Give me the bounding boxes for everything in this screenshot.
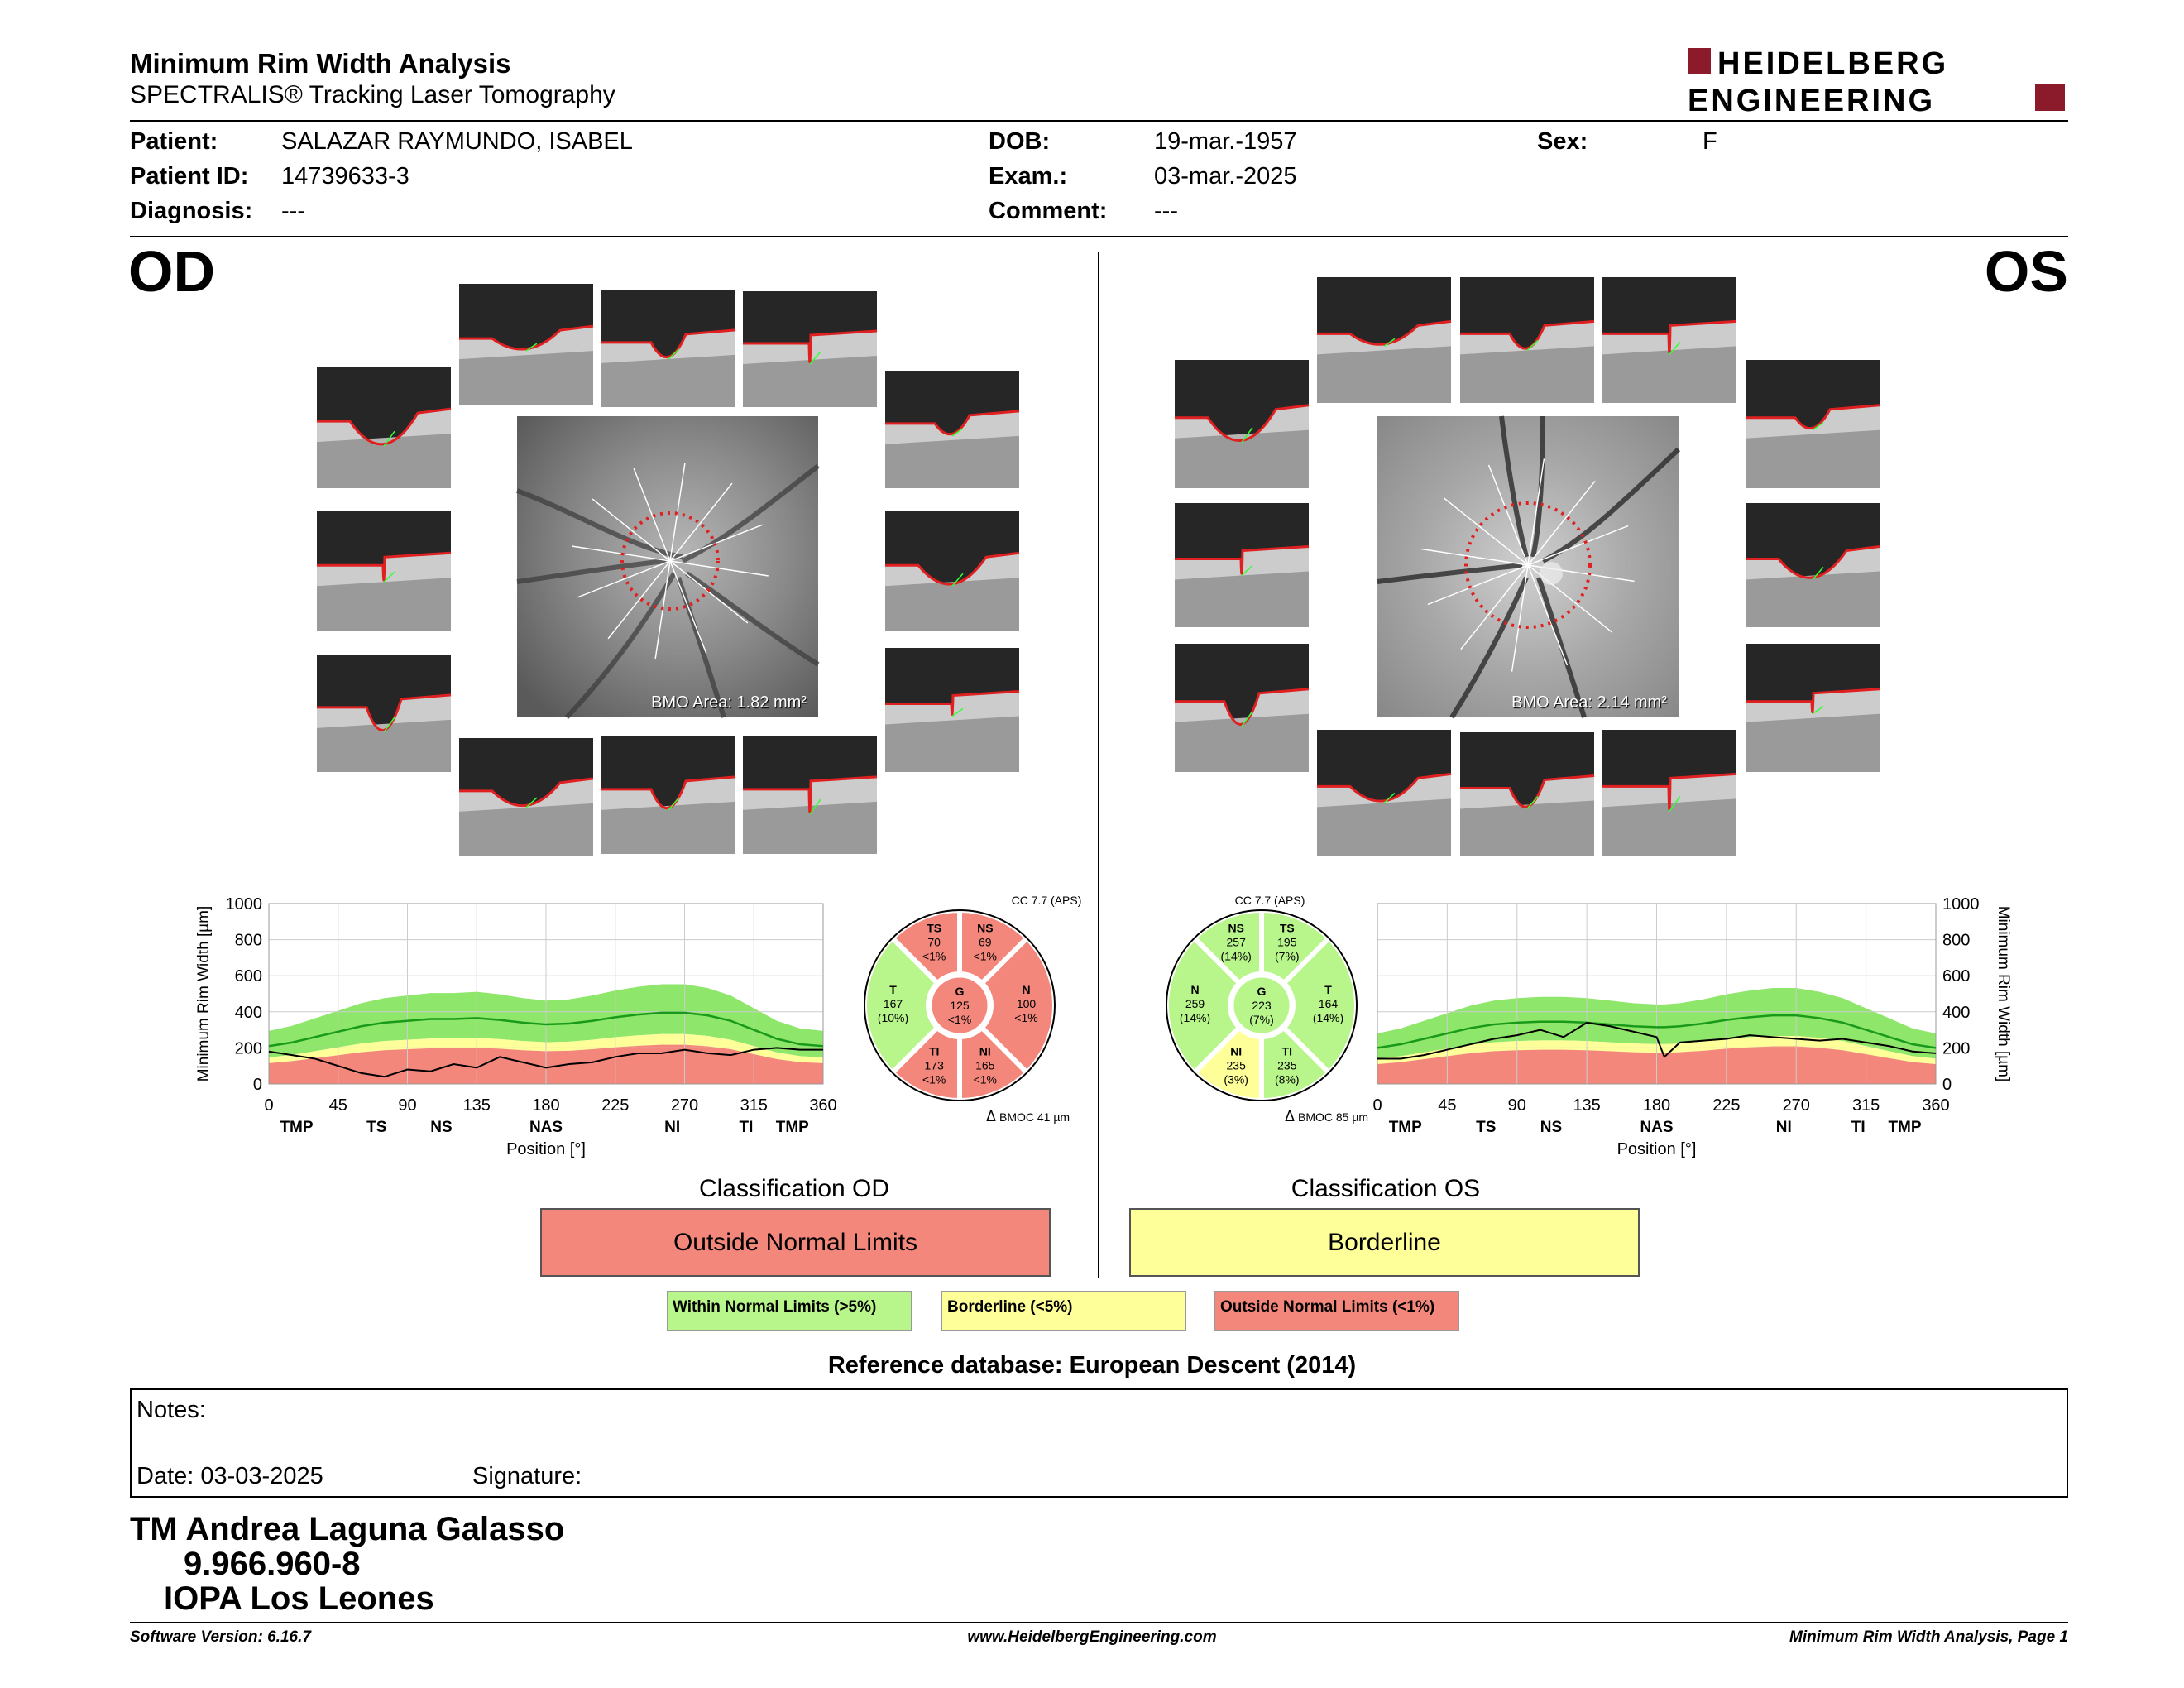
sector-axis-label: NI xyxy=(664,1119,681,1136)
sector-ns-text: NS xyxy=(1228,921,1244,935)
sector-ts-text: <1% xyxy=(922,949,946,963)
y-tick-label: 800 xyxy=(1942,931,1971,950)
os-oct-scan xyxy=(1175,503,1309,627)
x-tick-label: 135 xyxy=(462,1096,491,1115)
delta-label: BMOC 41 µm xyxy=(999,1110,1070,1124)
os-oct-scan xyxy=(1746,644,1880,772)
sector-axis-label: TS xyxy=(366,1119,387,1136)
od-oct-scan xyxy=(317,655,451,772)
patient-name: SALAZAR RAYMUNDO, ISABEL xyxy=(281,128,633,155)
cc-label: CC 7.7 (APS) xyxy=(1234,894,1305,907)
sector-ti-text: (8%) xyxy=(1275,1072,1300,1086)
sector-axis-label: NI xyxy=(1775,1119,1792,1136)
svg-text:ENGINEERING: ENGINEERING xyxy=(1688,84,1936,118)
od-oct-scan xyxy=(601,736,735,854)
report-title: Minimum Rim Width Analysis xyxy=(130,48,511,79)
sector-axis-label: TMP xyxy=(1388,1119,1422,1136)
patient-id: 14739633-3 xyxy=(281,163,410,189)
sector-n-text: 100 xyxy=(1016,997,1037,1010)
x-tick-label: 270 xyxy=(1782,1096,1810,1115)
x-tick-label: 225 xyxy=(601,1096,630,1115)
notes-date: Date: 03-03-2025 xyxy=(136,1463,323,1489)
od-fundus-image xyxy=(517,416,818,717)
os-rim-width-chart xyxy=(1357,894,2010,1175)
sector-t-text: T xyxy=(889,983,897,996)
legend-within-normal: Within Normal Limits (>5%) xyxy=(667,1291,912,1331)
eye-divider xyxy=(1098,252,1099,1278)
software-version: Software Version: 6.16.7 xyxy=(130,1628,311,1646)
os-label: OS xyxy=(1984,239,2068,304)
y-tick-label: 200 xyxy=(1942,1039,1971,1058)
od-oct-scan xyxy=(885,511,1019,631)
sector-n-text: N xyxy=(1190,983,1200,996)
legend-borderline: Borderline (<5%) xyxy=(941,1291,1186,1331)
os-classification-title: Classification OS xyxy=(1291,1175,1481,1202)
od-oct-scan xyxy=(601,290,735,407)
sector-ns-text: NS xyxy=(977,921,994,935)
sector-axis-label: NS xyxy=(1540,1119,1563,1136)
os-oct-scan xyxy=(1175,360,1309,488)
notes-label: Notes: xyxy=(136,1397,206,1423)
delta-label: BMOC 85 µm xyxy=(1298,1110,1369,1124)
x-tick-label: 315 xyxy=(740,1096,768,1115)
cc-label: CC 7.7 (APS) xyxy=(1011,894,1082,907)
od-label: OD xyxy=(128,239,215,304)
y-tick-label: 0 xyxy=(252,1076,262,1094)
sector-ts-text: 70 xyxy=(927,935,941,949)
x-tick-label: 225 xyxy=(1712,1096,1741,1115)
signer-id: 9.966.960-8 xyxy=(184,1546,361,1582)
sector-n-text: 259 xyxy=(1185,997,1205,1010)
sector-global-text: G xyxy=(955,985,965,998)
signer-name: TM Andrea Laguna Galasso xyxy=(130,1511,565,1547)
x-tick-label: 90 xyxy=(398,1096,417,1115)
comment-label: Comment: xyxy=(989,198,1108,224)
sector-ni-text: NI xyxy=(1230,1044,1243,1058)
x-tick-label: 270 xyxy=(670,1096,699,1115)
sector-t-text: T xyxy=(1324,983,1332,996)
os-oct-scan xyxy=(1460,277,1594,403)
y-tick-label: 600 xyxy=(234,967,262,986)
x-axis-label: Position [°] xyxy=(1616,1140,1697,1158)
od-oct-scan xyxy=(459,284,593,405)
sector-ts-text: (7%) xyxy=(1275,949,1300,963)
sector-ni-text: (3%) xyxy=(1224,1072,1248,1086)
sector-ns-text: <1% xyxy=(973,949,998,963)
sector-ts-text: 195 xyxy=(1277,935,1297,949)
sector-axis-label: TS xyxy=(1476,1119,1497,1136)
od-oct-scan xyxy=(317,367,451,488)
sector-ni-text: 165 xyxy=(975,1058,995,1072)
od-classification-title: Classification OD xyxy=(698,1175,890,1202)
sector-ts-text: TS xyxy=(927,921,942,935)
exam-value: 03-mar.-2025 xyxy=(1154,163,1297,189)
sector-ti-text: TI xyxy=(1281,1044,1293,1058)
sector-n-text: (14%) xyxy=(1179,1011,1211,1024)
od-classification-box xyxy=(540,1208,1051,1277)
y-tick-label: 400 xyxy=(234,1003,262,1022)
os-fundus-image xyxy=(1377,416,1679,717)
sector-t-text: 164 xyxy=(1318,997,1339,1010)
sector-axis-label: TI xyxy=(739,1119,754,1136)
od-rim-width-chart xyxy=(190,894,837,1175)
od-bmo-area: BMO Area: 1.82 mm² xyxy=(651,693,807,712)
patient-label: Patient: xyxy=(130,128,218,155)
sector-global-text: <1% xyxy=(947,1013,972,1026)
sector-t-text: (10%) xyxy=(877,1011,909,1024)
sector-ti-text: <1% xyxy=(922,1072,946,1086)
x-tick-label: 90 xyxy=(1507,1096,1526,1115)
y-tick-label: 800 xyxy=(234,931,262,950)
od-oct-scan xyxy=(885,371,1019,488)
y-tick-label: 1000 xyxy=(225,895,262,914)
os-sector-diagram xyxy=(1138,890,1386,1129)
os-classification-box xyxy=(1129,1208,1640,1277)
heidelberg-logo xyxy=(1688,46,2068,116)
svg-text:HEIDELBERG: HEIDELBERG xyxy=(1717,46,1949,81)
sector-n-text: <1% xyxy=(1014,1011,1038,1024)
x-tick-label: 315 xyxy=(1851,1096,1880,1115)
sector-axis-label: NS xyxy=(430,1119,453,1136)
sector-ti-text: 235 xyxy=(1277,1058,1297,1072)
sector-axis-label: TMP xyxy=(1888,1119,1922,1136)
x-tick-label: 360 xyxy=(1922,1096,1950,1115)
sector-axis-label: TMP xyxy=(775,1119,809,1136)
diagnosis-value: --- xyxy=(281,198,305,224)
sector-ni-text: <1% xyxy=(973,1072,998,1086)
reference-database: Reference database: European Descent (2014) xyxy=(827,1352,1357,1379)
x-tick-label: 360 xyxy=(809,1096,837,1115)
delta-icon: Δ xyxy=(986,1108,997,1125)
x-axis-label: Position [°] xyxy=(506,1140,586,1158)
os-oct-scan xyxy=(1602,277,1736,403)
os-oct-scan xyxy=(1317,277,1451,403)
sector-ti-text: TI xyxy=(928,1044,940,1058)
sector-t-text: 167 xyxy=(883,997,903,1010)
sex-value: F xyxy=(1703,128,1717,155)
os-oct-scan xyxy=(1317,730,1451,856)
sector-ts-text: TS xyxy=(1279,921,1295,935)
y-tick-label: 0 xyxy=(1942,1076,1952,1094)
os-oct-scan xyxy=(1746,360,1880,488)
os-oct-scan xyxy=(1175,644,1309,772)
y-tick-label: 600 xyxy=(1942,967,1971,986)
delta-icon: Δ xyxy=(1285,1108,1296,1125)
od-oct-scan xyxy=(743,736,877,854)
diagnosis-label: Diagnosis: xyxy=(130,198,253,224)
y-tick-label: 200 xyxy=(234,1039,262,1058)
sector-ni-text: 235 xyxy=(1226,1058,1246,1072)
sector-global-text: (7%) xyxy=(1249,1013,1274,1026)
signer-clinic: IOPA Los Leones xyxy=(164,1580,434,1617)
comment-value: --- xyxy=(1154,198,1178,224)
x-tick-label: 45 xyxy=(328,1096,347,1115)
notes-box xyxy=(130,1388,2068,1498)
y-axis-label: Minimum Rim Width [µm] xyxy=(1995,905,2012,1082)
legend-outside-normal: Outside Normal Limits (<1%) xyxy=(1214,1291,1459,1331)
patient-id-label: Patient ID: xyxy=(130,163,249,189)
sector-axis-label: NAS xyxy=(1640,1119,1674,1136)
od-oct-scan xyxy=(885,648,1019,772)
page-footer: Minimum Rim Width Analysis, Page 1 xyxy=(1789,1628,2068,1646)
os-bmo-area: BMO Area: 2.14 mm² xyxy=(1511,693,1667,712)
sector-global-text: 223 xyxy=(1252,999,1272,1012)
os-oct-scan xyxy=(1602,730,1736,856)
sector-axis-label: TMP xyxy=(280,1119,314,1136)
report-subtitle: SPECTRALIS® Tracking Laser Tomography xyxy=(130,81,615,108)
sector-axis-label: NAS xyxy=(529,1119,563,1136)
sector-ns-text: 69 xyxy=(979,935,992,949)
y-tick-label: 1000 xyxy=(1942,895,1980,914)
od-oct-scan xyxy=(317,511,451,631)
sector-t-text: (14%) xyxy=(1312,1011,1344,1024)
sector-global-text: G xyxy=(1257,985,1267,998)
x-tick-label: 0 xyxy=(264,1096,274,1115)
sector-global-text: 125 xyxy=(950,999,970,1012)
exam-label: Exam.: xyxy=(989,163,1068,189)
x-tick-label: 180 xyxy=(1642,1096,1671,1115)
sector-axis-label: TI xyxy=(1851,1119,1866,1136)
notes-signature: Signature: xyxy=(472,1463,582,1489)
x-tick-label: 135 xyxy=(1573,1096,1601,1115)
sector-n-text: N xyxy=(1022,983,1031,996)
od-classification-text: Outside Normal Limits xyxy=(673,1228,918,1256)
os-classification-text: Borderline xyxy=(1328,1228,1441,1256)
y-tick-label: 400 xyxy=(1942,1003,1971,1022)
sector-ni-text: NI xyxy=(979,1044,991,1058)
os-oct-scan xyxy=(1460,732,1594,856)
sector-ti-text: 173 xyxy=(924,1058,944,1072)
dob-label: DOB: xyxy=(989,128,1051,155)
dob-value: 19-mar.-1957 xyxy=(1154,128,1297,155)
od-oct-scan xyxy=(743,291,877,407)
od-sector-diagram xyxy=(836,890,1084,1129)
sector-ns-text: (14%) xyxy=(1220,949,1252,963)
x-tick-label: 0 xyxy=(1372,1096,1382,1115)
x-tick-label: 180 xyxy=(532,1096,560,1115)
x-tick-label: 45 xyxy=(1438,1096,1457,1115)
sex-label: Sex: xyxy=(1537,128,1588,155)
y-axis-label: Minimum Rim Width [µm] xyxy=(195,905,213,1082)
od-oct-scan xyxy=(459,738,593,856)
website-link[interactable]: www.HeidelbergEngineering.com xyxy=(967,1628,1217,1646)
sector-ns-text: 257 xyxy=(1226,935,1246,949)
os-oct-scan xyxy=(1746,503,1880,627)
